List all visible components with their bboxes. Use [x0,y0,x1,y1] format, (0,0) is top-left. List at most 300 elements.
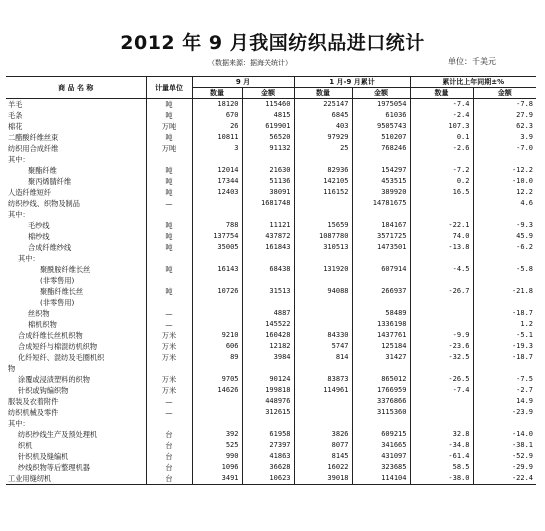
row-month-amount: 1681748 [242,198,294,209]
row-month-amount: 312615 [242,407,294,418]
row-yoy-amount: 14.9 [473,396,536,407]
row-unit: — [146,407,192,418]
row-month-amount [242,275,294,286]
row-yoy-quantity [410,418,473,429]
row-ytd-amount [352,154,410,165]
row-month-quantity [192,308,242,319]
row-yoy-quantity [410,198,473,209]
header-ytd-quantity: 数量 [294,88,352,99]
row-yoy-amount: -10.0 [473,176,536,187]
row-ytd-quantity [294,154,352,165]
row-ytd-quantity: 39018 [294,473,352,485]
table-row [6,275,536,286]
page-title: 2012 年 9 月我国纺织品进口统计 [120,32,425,54]
row-month-amount: 91132 [242,143,294,154]
row-ytd-quantity: 84330 [294,330,352,341]
row-unit [146,275,192,286]
row-ytd-amount [352,209,410,220]
header-ytd: 1 月-9 月累计 [294,77,410,88]
row-yoy-amount: -6.2 [473,242,536,253]
table-row [6,396,536,407]
row-yoy-amount: -18.7 [473,352,536,363]
row-month-amount: 3984 [242,352,294,363]
table-row [6,187,536,198]
row-product-name: 其中： [8,155,30,164]
row-product-name: 合成短纤与棉混纺机织物 [18,342,98,351]
row-unit: — [146,308,192,319]
row-yoy-amount [473,154,536,165]
row-ytd-quantity: 8077 [294,440,352,451]
row-yoy-quantity: -4.5 [410,264,473,275]
row-ytd-amount: 1336198 [352,319,410,330]
row-month-amount [242,418,294,429]
row-yoy-quantity [410,297,473,308]
table-row [6,176,536,187]
row-month-quantity [192,297,242,308]
table-row [6,440,536,451]
row-unit: 万米 [146,374,192,385]
row-product-name: 合成纤维纱线 [28,243,72,252]
row-yoy-amount [473,418,536,429]
row-unit [146,418,192,429]
row-yoy-quantity: -26.5 [410,374,473,385]
row-ytd-amount [352,253,410,264]
row-unit [146,253,192,264]
table-row [6,231,536,242]
header-month-amount: 金额 [242,88,294,99]
row-yoy-amount: -5.1 [473,330,536,341]
table-body [6,99,536,485]
row-ytd-quantity [294,275,352,286]
row-ytd-quantity [294,363,352,374]
row-ytd-quantity: 82936 [294,165,352,176]
row-yoy-quantity [410,396,473,407]
row-product-name: 针织机及缝编机 [18,452,69,461]
table-row [6,385,536,396]
row-month-quantity: 525 [192,440,242,451]
row-ytd-amount: 389920 [352,187,410,198]
row-yoy-amount: -52.9 [473,451,536,462]
row-yoy-amount: -5.8 [473,264,536,275]
row-ytd-quantity: 310513 [294,242,352,253]
row-ytd-quantity: 8145 [294,451,352,462]
row-unit [146,209,192,220]
table-row [6,363,536,374]
row-yoy-amount: -7.5 [473,374,536,385]
row-ytd-quantity [294,198,352,209]
table-row [6,143,536,154]
row-month-amount: 41863 [242,451,294,462]
row-ytd-quantity: 116152 [294,187,352,198]
row-month-amount: 51136 [242,176,294,187]
table-row [6,154,536,165]
unit-note: 单位：千美元 [448,57,496,66]
row-yoy-amount [473,253,536,264]
row-yoy-amount: -22.4 [473,473,536,485]
row-month-amount: 10623 [242,473,294,485]
row-month-quantity [192,253,242,264]
row-yoy-quantity: -23.6 [410,341,473,352]
row-yoy-amount: -21.8 [473,286,536,297]
row-yoy-quantity: -9.9 [410,330,473,341]
row-month-amount [242,253,294,264]
row-ytd-amount: 323685 [352,462,410,473]
row-ytd-amount: 114104 [352,473,410,485]
row-unit [146,154,192,165]
row-ytd-amount [352,363,410,374]
row-ytd-amount: 3115360 [352,407,410,418]
row-month-quantity [192,275,242,286]
row-month-quantity: 3491 [192,473,242,485]
table-row [6,352,536,363]
row-product-name: 织机 [18,441,33,450]
row-unit: — [146,319,192,330]
row-ytd-amount: 31427 [352,352,410,363]
row-ytd-quantity [294,308,352,319]
row-yoy-amount [473,297,536,308]
row-ytd-amount: 3571725 [352,231,410,242]
row-ytd-amount: 431097 [352,451,410,462]
row-ytd-amount: 3376866 [352,396,410,407]
row-unit: 吨 [146,231,192,242]
row-yoy-quantity: -38.0 [410,473,473,485]
row-yoy-amount: 4.6 [473,198,536,209]
row-unit: 台 [146,462,192,473]
row-ytd-amount: 1975054 [352,99,410,111]
row-product-name: 其中： [18,254,40,263]
row-month-quantity [192,209,242,220]
row-product-name: 其中： [8,419,30,428]
row-unit: 吨 [146,99,192,111]
table-row [6,341,536,352]
row-month-amount: 199818 [242,385,294,396]
table-row [6,209,536,220]
row-month-quantity: 35005 [192,242,242,253]
row-unit: 万吨 [146,143,192,154]
row-month-quantity: 9210 [192,330,242,341]
row-unit: 吨 [146,110,192,121]
row-ytd-quantity: 25 [294,143,352,154]
row-ytd-quantity: 142105 [294,176,352,187]
row-yoy-quantity [410,308,473,319]
row-ytd-quantity: 97929 [294,132,352,143]
table-row [6,462,536,473]
row-month-amount [242,209,294,220]
row-month-amount: 61958 [242,429,294,440]
row-month-amount: 21630 [242,165,294,176]
row-product-name: 聚酰胺纤维长丝 [40,265,91,274]
row-month-quantity [192,198,242,209]
row-month-quantity [192,407,242,418]
table-row [6,407,536,418]
row-ytd-amount [352,418,410,429]
row-ytd-quantity: 403 [294,121,352,132]
row-month-amount: 4887 [242,308,294,319]
table-row [6,319,536,330]
row-month-amount: 448976 [242,396,294,407]
row-unit: 吨 [146,220,192,231]
row-month-amount: 437872 [242,231,294,242]
row-ytd-quantity: 16022 [294,462,352,473]
row-month-amount: 12182 [242,341,294,352]
row-yoy-amount: 62.3 [473,121,536,132]
row-unit: 吨 [146,242,192,253]
row-month-quantity: 89 [192,352,242,363]
row-product-name: (非零售用) [40,298,75,307]
row-product-name: 化纤短纤、混纺及毛圈机织 [18,353,105,362]
row-yoy-amount: 27.9 [473,110,536,121]
row-ytd-amount: 768246 [352,143,410,154]
table-row [6,418,536,429]
row-unit: 吨 [146,264,192,275]
row-ytd-quantity [294,418,352,429]
row-month-quantity: 14626 [192,385,242,396]
row-ytd-amount: 609215 [352,429,410,440]
row-ytd-quantity [294,319,352,330]
header-month-quantity: 数量 [192,88,242,99]
row-month-quantity [192,319,242,330]
table-row [6,330,536,341]
row-yoy-amount: 45.9 [473,231,536,242]
table-row [6,99,536,111]
row-unit: 万米 [146,352,192,363]
row-yoy-quantity [410,253,473,264]
row-product-name: 涂覆或浸渍塑料的织物 [18,375,90,384]
row-yoy-amount: 3.9 [473,132,536,143]
row-yoy-amount: -18.7 [473,308,536,319]
row-month-quantity [192,418,242,429]
row-unit: 台 [146,473,192,485]
row-product-name: 工业用缝纫机 [6,473,146,485]
row-month-quantity: 26 [192,121,242,132]
row-ytd-quantity: 15659 [294,220,352,231]
row-month-amount: 56520 [242,132,294,143]
row-unit: 吨 [146,165,192,176]
row-month-quantity: 137754 [192,231,242,242]
row-unit: 台 [146,440,192,451]
row-product-name: 物 [8,364,16,373]
row-yoy-quantity: -7.4 [410,385,473,396]
row-ytd-quantity [294,209,352,220]
table-row [6,286,536,297]
row-unit: 万米 [146,330,192,341]
row-product-name: 聚酯纤维 [28,166,57,175]
row-month-quantity: 990 [192,451,242,462]
row-ytd-amount: 184167 [352,220,410,231]
row-product-name: 服装及衣着附件 [8,397,59,406]
row-ytd-amount: 61036 [352,110,410,121]
row-yoy-quantity: 32.8 [410,429,473,440]
row-ytd-amount [352,275,410,286]
row-yoy-amount [473,275,536,286]
row-month-amount: 90124 [242,374,294,385]
row-month-amount: 68438 [242,264,294,275]
row-yoy-quantity: -2.6 [410,143,473,154]
row-unit: 万米 [146,341,192,352]
row-month-quantity: 12403 [192,187,242,198]
row-month-quantity: 17344 [192,176,242,187]
row-yoy-quantity: -32.5 [410,352,473,363]
table-row [6,132,536,143]
row-yoy-amount: 1.2 [473,319,536,330]
row-ytd-amount: 1473501 [352,242,410,253]
row-month-quantity: 606 [192,341,242,352]
row-month-quantity: 18120 [192,99,242,111]
table-row [6,297,536,308]
row-product-name: 毛纱线 [28,221,50,230]
import-table [6,76,536,485]
row-product-name: 二醋酸纤维丝束 [8,133,59,142]
row-month-amount: 11121 [242,220,294,231]
row-month-quantity: 10726 [192,286,242,297]
row-unit [146,363,192,374]
row-unit: 吨 [146,187,192,198]
row-product-name: 纺织纱线生产及预处理机 [18,430,98,439]
row-ytd-quantity: 6845 [294,110,352,121]
row-product-name: 毛条 [8,111,23,120]
row-ytd-amount: 1766959 [352,385,410,396]
row-yoy-amount [473,363,536,374]
row-month-quantity: 12014 [192,165,242,176]
row-month-quantity: 10811 [192,132,242,143]
row-yoy-quantity: -61.4 [410,451,473,462]
row-yoy-quantity: 74.0 [410,231,473,242]
row-ytd-amount [352,297,410,308]
row-yoy-quantity: 0.1 [410,132,473,143]
source-note: （数据来源：据海关统计） [208,59,292,67]
row-yoy-amount [473,209,536,220]
row-ytd-amount: 865012 [352,374,410,385]
row-month-amount: 115460 [242,99,294,111]
row-month-amount [242,297,294,308]
row-product-name: 丝织物 [28,309,50,318]
row-yoy-amount: -9.3 [473,220,536,231]
row-ytd-quantity: 131920 [294,264,352,275]
table-row [6,165,536,176]
row-product-name: 聚酯纤维长丝 [40,287,84,296]
table-row [6,308,536,319]
row-ytd-amount: 125184 [352,341,410,352]
row-yoy-amount: -7.0 [473,143,536,154]
row-unit [146,297,192,308]
row-product-name: 棉花 [8,122,23,131]
row-product-name: 其中： [8,210,30,219]
row-month-quantity: 3 [192,143,242,154]
row-ytd-quantity [294,396,352,407]
row-yoy-quantity: -7.2 [410,165,473,176]
table-row [6,198,536,209]
header-product-name: 商 品 名 称 [6,77,146,99]
row-yoy-quantity: 16.5 [410,187,473,198]
row-ytd-quantity [294,297,352,308]
row-unit: 台 [146,429,192,440]
header-yoy: 累计比上年同期±% [410,77,536,88]
row-ytd-quantity: 83873 [294,374,352,385]
row-month-amount: 4815 [242,110,294,121]
row-ytd-amount: 266937 [352,286,410,297]
row-product-name: (非零售用) [40,276,75,285]
row-yoy-amount: 12.2 [473,187,536,198]
row-month-quantity: 392 [192,429,242,440]
row-month-amount: 160428 [242,330,294,341]
row-product-name: 合成纤维长丝机织物 [18,331,83,340]
table-row [6,242,536,253]
table-row [6,429,536,440]
row-ytd-amount: 607914 [352,264,410,275]
row-yoy-amount: -19.3 [473,341,536,352]
row-unit: 吨 [146,176,192,187]
row-yoy-quantity: -22.1 [410,220,473,231]
row-unit: 吨 [146,286,192,297]
row-yoy-quantity: -13.8 [410,242,473,253]
row-product-name: 纺织机械及零件 [8,408,59,417]
row-ytd-amount: 14781675 [352,198,410,209]
row-unit: 万米 [146,385,192,396]
row-product-name: 聚丙烯腈纤维 [28,177,72,186]
row-unit: 万吨 [146,121,192,132]
row-month-quantity [192,363,242,374]
row-month-amount: 619901 [242,121,294,132]
row-ytd-amount: 154297 [352,165,410,176]
row-product-name: 羊毛 [8,100,23,109]
row-ytd-quantity: 1087780 [294,231,352,242]
row-month-amount [242,154,294,165]
row-ytd-quantity [294,407,352,418]
row-unit: 吨 [146,132,192,143]
row-month-quantity: 9705 [192,374,242,385]
row-product-name: 纺织用合成纤维 [8,144,59,153]
row-ytd-amount: 58489 [352,308,410,319]
row-yoy-amount: -29.9 [473,462,536,473]
row-yoy-quantity: -7.4 [410,99,473,111]
row-yoy-quantity: -26.7 [410,286,473,297]
row-product-name: 纱线织物等后整理机器 [18,463,90,472]
row-month-quantity [192,396,242,407]
row-yoy-quantity: 58.5 [410,462,473,473]
row-month-quantity [192,154,242,165]
row-month-amount: 31513 [242,286,294,297]
row-yoy-quantity: 107.3 [410,121,473,132]
row-ytd-quantity [294,253,352,264]
row-month-quantity: 16143 [192,264,242,275]
table-row [6,473,536,485]
row-yoy-quantity [410,319,473,330]
row-unit: 台 [146,451,192,462]
table-row [6,121,536,132]
row-month-quantity: 670 [192,110,242,121]
row-ytd-quantity: 3826 [294,429,352,440]
row-yoy-amount: -7.8 [473,99,536,111]
row-yoy-amount: -2.7 [473,385,536,396]
row-yoy-quantity [410,275,473,286]
header-month: 9 月 [192,77,294,88]
table-row [6,451,536,462]
row-month-amount: 161843 [242,242,294,253]
row-product-name: 人造纤维短纤 [8,188,52,197]
row-yoy-quantity: -2.4 [410,110,473,121]
row-ytd-quantity: 94088 [294,286,352,297]
row-month-quantity: 788 [192,220,242,231]
row-product-name: 纺织纱线、织物及制品 [8,199,80,208]
table-row [6,374,536,385]
header-yoy-amount: 金额 [473,88,536,99]
row-month-amount: 27397 [242,440,294,451]
row-ytd-amount: 510207 [352,132,410,143]
table-row [6,264,536,275]
row-product-name: 针织或钩编织物 [18,386,69,395]
row-ytd-amount: 341665 [352,440,410,451]
row-yoy-quantity [410,154,473,165]
